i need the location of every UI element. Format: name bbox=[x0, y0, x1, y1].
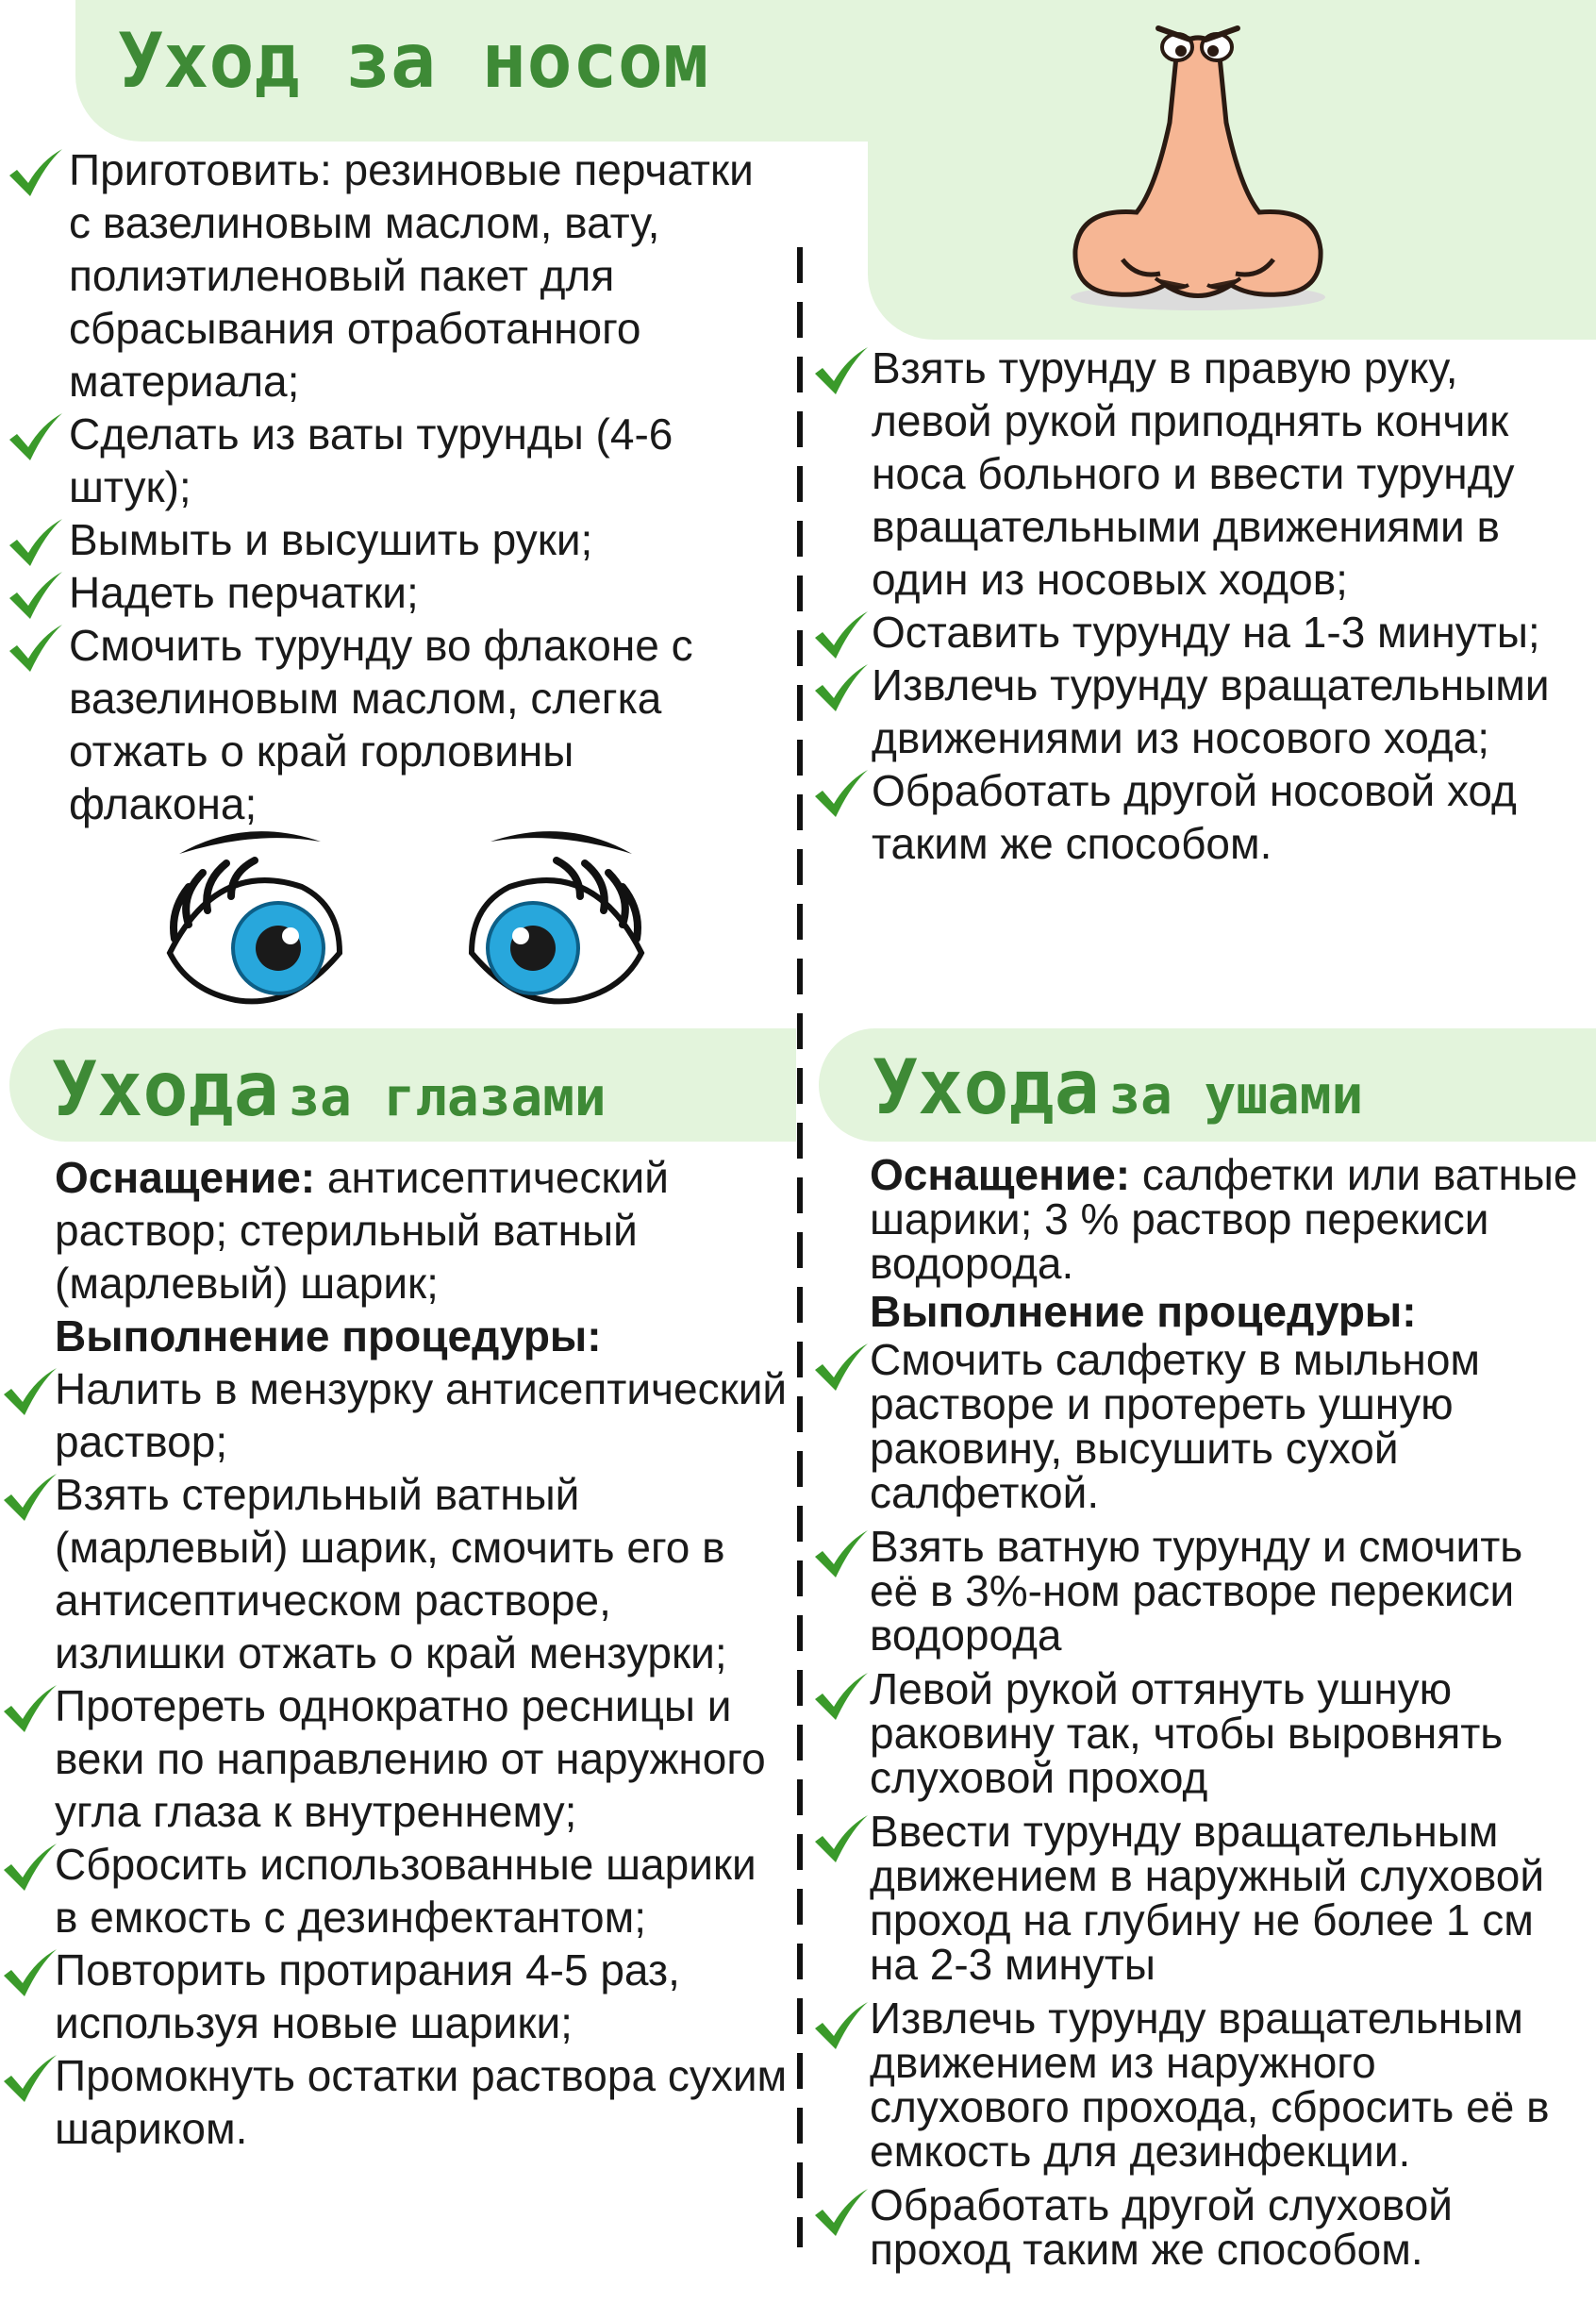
check-icon bbox=[813, 1342, 870, 1393]
step-text: Взять стерильный ватный (марлевый) шарик, смочить его в антисептическом растворе, излишки отжать о край мензурки; bbox=[55, 1470, 727, 1677]
nose-illustration bbox=[1066, 9, 1330, 321]
check-icon bbox=[813, 1671, 870, 1722]
equipment-label: Оснащение: bbox=[870, 1150, 1131, 1199]
eyes-procedure bbox=[8, 1151, 790, 2155]
eyes-title-big: Ухода bbox=[52, 1045, 279, 1133]
step-text: Сделать из ваты турунды (4-6 штук); bbox=[69, 409, 673, 511]
ears-procedure bbox=[813, 1150, 1582, 2274]
list-item bbox=[813, 1335, 1582, 1517]
ears-title-small: за ушами bbox=[1108, 1065, 1364, 1126]
ears-title-big: Ухода bbox=[873, 1043, 1100, 1131]
check-icon bbox=[8, 623, 64, 674]
check-icon bbox=[813, 662, 870, 713]
list-item bbox=[813, 2180, 1582, 2274]
nose-title-text: Уход за носом bbox=[118, 17, 709, 105]
step-text: Взять турунду в правую руку, левой рукой приподнять кончик носа больного и ввести турунду вращательными движениями в один из носовых ходов; bbox=[872, 343, 1515, 604]
list-item bbox=[8, 408, 762, 513]
step-text: Взять ватную турунду и смочить её в 3%-ном растворе перекиси водорода bbox=[870, 1522, 1523, 1660]
step-text: Промокнуть остатки раствора сухим шариком. bbox=[55, 2051, 788, 2153]
check-icon bbox=[813, 2187, 870, 2238]
check-icon bbox=[2, 1472, 58, 1523]
list-item bbox=[8, 1944, 790, 2049]
column-divider bbox=[797, 247, 803, 2247]
step-text: Левой рукой оттянуть ушную раковину так, чтобы выровнять слуховой проход bbox=[870, 1664, 1504, 1802]
list-item bbox=[8, 619, 762, 830]
ears-equipment bbox=[813, 1150, 1582, 1288]
step-text: Сбросить использованные шарики в емкость с дезинфектантом; bbox=[55, 1840, 756, 1942]
ears-procedure-label: Выполнение процедуры: bbox=[870, 1287, 1417, 1336]
check-icon bbox=[8, 411, 64, 462]
check-icon bbox=[813, 768, 870, 819]
list-item bbox=[813, 1807, 1582, 1989]
step-text: Ввести турунду вращательным движением в наружный слуховой проход на глубину не более 1 см на 2-3 минуты bbox=[870, 1807, 1545, 1989]
list-item bbox=[8, 1679, 790, 1838]
list-item bbox=[813, 1996, 1582, 2174]
check-icon bbox=[2, 2053, 58, 2104]
step-text: Повторить протирания 4-5 раз, используя новые шарики; bbox=[55, 1945, 680, 2047]
eyes-title-small: за глазами bbox=[288, 1067, 607, 1128]
step-text: Вымыть и высушить руки; bbox=[69, 515, 593, 564]
step-text: Оставить турунду на 1-3 минуты; bbox=[872, 608, 1540, 657]
list-item bbox=[813, 342, 1577, 606]
list-item bbox=[813, 606, 1577, 659]
eyes-illustration bbox=[151, 821, 660, 1028]
step-text: Обработать другой слуховой проход таким же способом. bbox=[870, 2180, 1453, 2274]
check-icon bbox=[8, 517, 64, 568]
list-item bbox=[813, 1664, 1582, 1802]
step-text: Извлечь турунду вращательным движением из наружного слухового прохода, сбросить её в емкость для дезинфекции. bbox=[870, 1994, 1550, 2176]
step-text: Обработать другой носовой ход таким же способом. bbox=[872, 766, 1517, 868]
list-item bbox=[8, 1838, 790, 1944]
list-item bbox=[813, 1522, 1582, 1660]
check-icon bbox=[8, 147, 64, 198]
list-item bbox=[8, 2049, 790, 2155]
step-text: Налить в мензурку антисептический раствор; bbox=[55, 1364, 788, 1466]
equipment-text: салфетки или ватные шарики; 3 % раствор перекиси водорода. bbox=[870, 1150, 1578, 1288]
check-icon bbox=[813, 2000, 870, 2051]
check-icon bbox=[813, 1528, 870, 1579]
eyes-title bbox=[52, 1045, 607, 1133]
check-icon bbox=[2, 1683, 58, 1734]
ears-title bbox=[873, 1043, 1363, 1131]
equipment-label: Оснащение: bbox=[55, 1153, 316, 1202]
step-text: Протереть однократно ресницы и веки по направлению от наружного угла глаза к внутреннему; bbox=[55, 1681, 766, 1836]
step-text: Надеть перчатки; bbox=[69, 568, 419, 617]
step-text: Приготовить: резиновые перчатки с вазелиновым маслом, вату, полиэтиленовый пакет для сбрасывания отработанного материала; bbox=[69, 145, 754, 406]
list-item bbox=[8, 566, 762, 619]
step-text: Смочить салфетку в мыльном растворе и протереть ушную раковину, высушить сухой салфеткой. bbox=[870, 1335, 1481, 1517]
eyes-equipment bbox=[8, 1151, 790, 1310]
check-icon bbox=[813, 345, 870, 396]
check-icon bbox=[2, 1366, 58, 1417]
nose-title bbox=[118, 17, 708, 105]
check-icon bbox=[2, 1947, 58, 1998]
nose-steps-left bbox=[8, 143, 762, 830]
step-text: Извлечь турунду вращательными движениями из носового хода; bbox=[872, 660, 1550, 762]
list-item bbox=[8, 143, 762, 408]
check-icon bbox=[8, 570, 64, 621]
list-item bbox=[8, 513, 762, 566]
list-item bbox=[813, 659, 1577, 764]
list-item bbox=[813, 764, 1577, 870]
nose-steps-right bbox=[813, 342, 1577, 870]
step-text: Смочить турунду во флаконе с вазелиновым маслом, слегка отжать о край горловины флакона; bbox=[69, 621, 693, 828]
list-item bbox=[8, 1468, 790, 1679]
list-item bbox=[8, 1362, 790, 1468]
equipment-text: антисептический раствор; стерильный ватный (марлевый) шарик; bbox=[55, 1153, 669, 1308]
check-icon bbox=[2, 1842, 58, 1893]
check-icon bbox=[813, 1813, 870, 1864]
check-icon bbox=[813, 609, 870, 660]
eyes-procedure-label: Выполнение процедуры: bbox=[55, 1311, 602, 1360]
